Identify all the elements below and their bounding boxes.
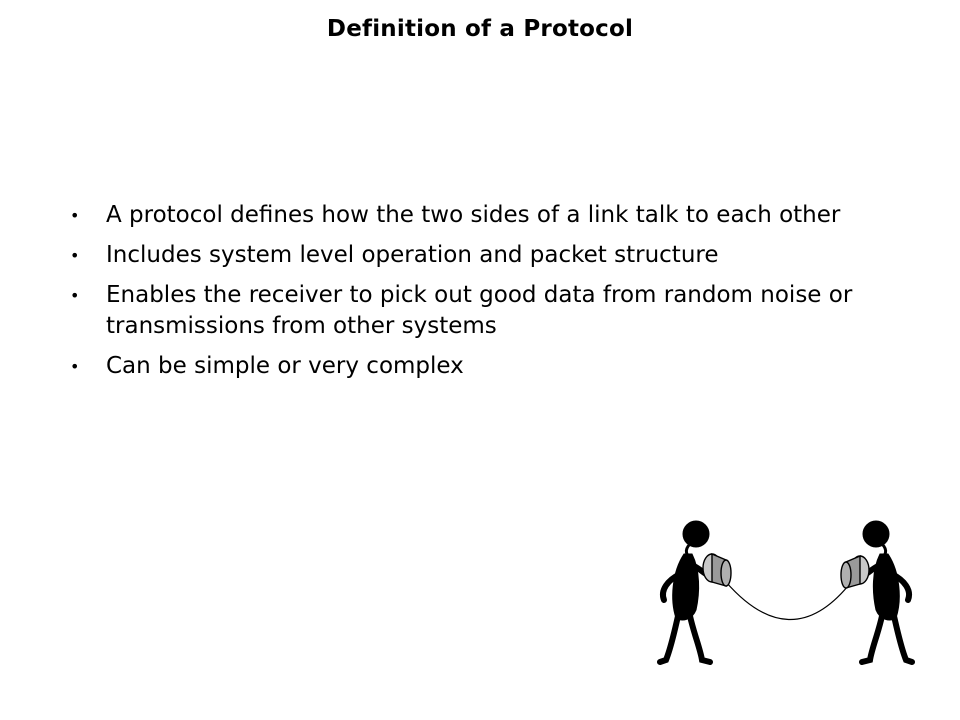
bullet-item [66, 200, 906, 231]
right-can [841, 556, 869, 588]
bullet-glyph: • [70, 246, 80, 265]
bullet-item [66, 280, 906, 342]
left-figure [660, 521, 712, 662]
bullet-text: A protocol defines how the two sides of a link talk to each other [106, 202, 841, 228]
right-figure [860, 521, 912, 662]
left-can [703, 554, 731, 586]
bullet-item [66, 240, 906, 271]
bullet-text: Includes system level operation and packet structure [106, 242, 719, 268]
slide-title: Definition of a Protocol [326, 16, 634, 42]
bullet-text: Can be simple or very complex [106, 353, 464, 379]
bullet-list [66, 200, 906, 391]
bullet-text: Enables the receiver to pick out good data from random noise or transmissions from other systems [106, 282, 853, 339]
tin-can-telephone-illustration [640, 510, 930, 685]
bullet-glyph: • [70, 206, 80, 225]
can-string [726, 582, 848, 620]
bullet-glyph: • [70, 286, 80, 305]
bullet-glyph: • [70, 357, 80, 376]
bullet-item [66, 351, 906, 382]
